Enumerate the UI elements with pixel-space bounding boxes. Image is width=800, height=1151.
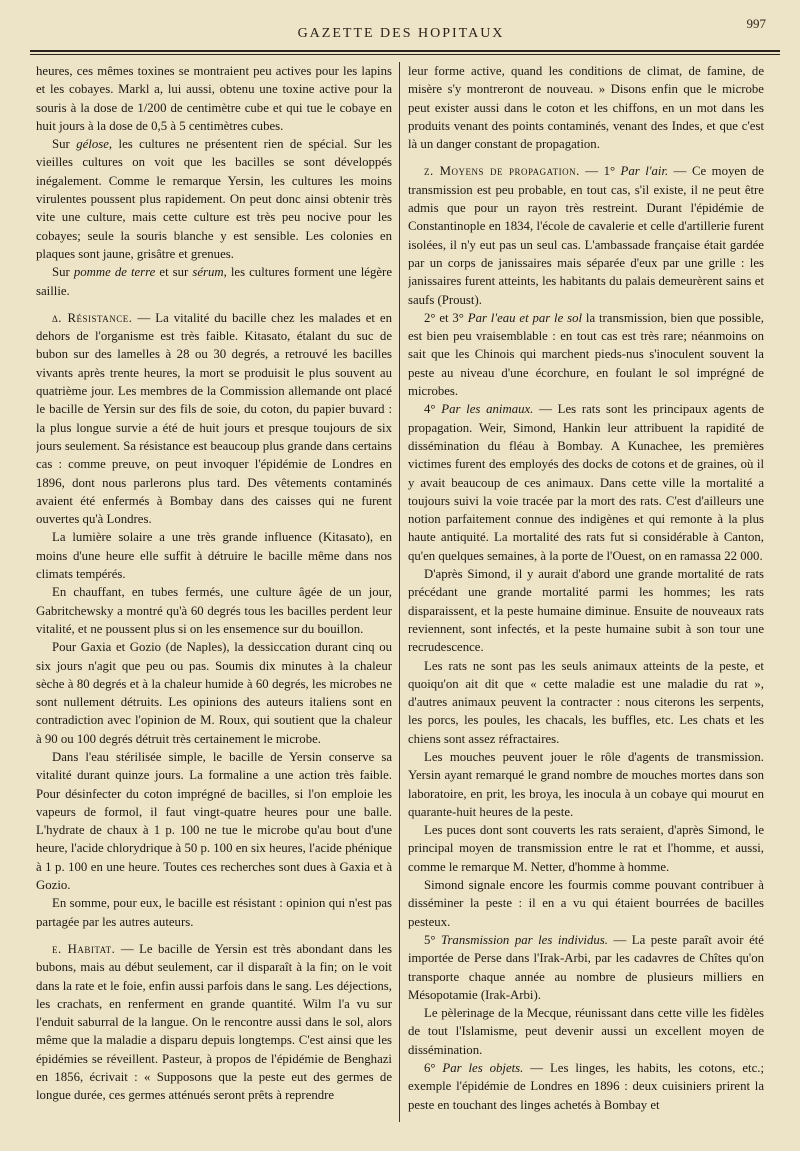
paragraph: Les puces dont sont couverts les rats seraient, d'après Simond, le principal moyen de transmission entre le rat et l'homme, et aussi, comme le remarque M. Netter, d'homme à homme. <box>408 823 764 874</box>
right-column <box>408 62 764 1132</box>
section-heading: δ. Résistance. <box>52 310 133 325</box>
italic-term: Par l'air. <box>620 164 669 179</box>
italic-term: sérum <box>192 265 224 280</box>
paragraph: La lumière solaire a une très grande influence (Kitasato), en moins d'une heure elle suffit à détruire le bacille même dans nos climats tempérés. <box>36 530 392 582</box>
page-number: 997 <box>746 16 766 31</box>
italic-term: Par les animaux. <box>441 402 534 417</box>
header-rule-thin <box>30 54 780 55</box>
paragraph <box>408 309 764 400</box>
paragraph: Le pèlerinage de la Mecque, réunissant dans cette ville les fidèles de tout l'Islamisme, peut devenir aussi un excellent moyen de dissémination. <box>408 1006 764 1057</box>
text-run: — La peste paraît avoir été importée de Perse dans l'Irak-Arbi, par les cadavres de Chîtes qu'on transporte chaque année au nombre de plusieurs milliers en Mésopotamie (Irak-Arbi). <box>408 932 764 1002</box>
text-run: 6° <box>424 1061 443 1076</box>
text-run: Sur <box>52 265 74 280</box>
column-divider <box>399 62 400 1122</box>
text-run: et sur <box>155 265 193 280</box>
journal-title: GAZETTE DES HOPITAUX <box>297 26 505 41</box>
paragraph <box>408 931 764 1004</box>
paragraph: Simond signale encore les fourmis comme pouvant contribuer à disséminer la peste : il en a vu qui étaient bourrées de bacilles pesteux. <box>408 878 764 929</box>
paragraph <box>408 400 764 565</box>
text-run: — Les rats sont les principaux agents de propagation. Weir, Simond, Hankin leur attribuent la rapidité de dissémination du fléau à Bombay. A Kunachee, les premières victimes furent des employés des docks de cotons et de graines, où il y avait beaucoup de ces animaux. Dans cette ville la mortalité a toujours suivi la voie tracée par la mort des rats. C'est d'ailleurs une notion parfaitement connue des indigènes et qui remonte à la plus haute antiquité. La mortalité des rats fut si considérable à Canton, qu'en quelques semaines, à la porte de l'Ouest, on en ramassa 22 000. <box>408 402 764 563</box>
paragraph: Les mouches peuvent jouer le rôle d'agents de transmission. Yersin ayant remarqué le grand nombre de mouches mortes dans son laboratoire, en prit, les broya, les inocula à un cobaye qui mourut en quarante-huit heures de la peste. <box>408 749 764 819</box>
text-run: Sur <box>52 137 77 152</box>
text-run: — Les linges, les habits, les cotons, etc.; exemple l'épidémie de Londres en 1896 : deux cuisiniers prirent la peste en touchant des linges achetés à Bombay et <box>408 1061 764 1112</box>
text-run: — Ce moyen de transmission est peu probable, en tout cas, s'il existe, il ne peut être admis que pour un rayon très restreint. Durant l'épidémie de Constantinople en 1834, l'école de cavalerie et celle d'artillerie furent isolées, il n'y eut pas un seul cas. L'ambassade française était gardée par un corps de janissaires mais séparée d'eux par une grille : les janissaires furent atteints, les habitants du palais demeurèrent sains et saufs (Proust). <box>408 164 764 307</box>
text-run: la transmission, bien que possible, est bien peu vraisemblable : en tout cas est très rare; néanmoins on sait que les Chinois qui marchent pieds-nus s'inoculent souvent la peste au niveau d'une écorchure, en foulant le sol imprégné de microbes. <box>408 310 764 399</box>
paragraph: leur forme active, quand les conditions de climat, de famine, de misère s'y montreront de nouveau. » Disons enfin que le microbe peut exister aussi dans le coton et les chiffons, en un mot dans les produits venant des points contaminés, venant des Indes, et que c'est là un danger constant de propagation. <box>408 64 764 152</box>
italic-term: pomme de terre <box>73 265 156 280</box>
text-run: 4° <box>424 402 442 417</box>
section-habitat <box>36 940 392 1105</box>
text-run: — 1° <box>579 164 621 179</box>
paragraph <box>36 135 392 263</box>
left-column <box>36 62 392 1132</box>
paragraph <box>36 263 392 300</box>
paragraph: Les rats ne sont pas les seuls animaux atteints de la peste, et quoiqu'on ait dit que « cette maladie est une maladie du rat », d'autres animaux peuvent la contracter : nous citerons les serpents, les porcs, les poules, les chacals, les buffles, etc. Les chats et les chiens sont assez réfractaires. <box>408 658 764 746</box>
italic-term: Transmission par les individus. <box>441 932 608 947</box>
paragraph: Dans l'eau stérilisée simple, le bacille de Yersin conserve sa vitalité durant quinze jours. La formaline a une action très faible. Pour désinfecter du coton imprégné de bacilles, si l'on emploie les vapeurs de formol, il faut vingt-quatre heures pour une balle. L'hydrate de chaux à 1 p. 100 ne tue le microbe qu'au bout d'une heure, l'acide chlorydrique à 50 p. 100 en six heures, l'acide phénique à 1 p. 100 en une heure. Toutes ces recherches sont dues à Gaxia et à Gozio. <box>36 749 392 893</box>
paragraph: D'après Simond, il y aurait d'abord une grande mortalité de rats précédant une grande mortalité parmi les hommes; les rats disparaissent, et la peste humaine diminue. Ensuite de nouveaux rats reviennent, sont infectés, et la peste humaine subit à son tour une recrudescence. <box>408 567 764 655</box>
text-run: — Le bacille de Yersin est très abondant dans les bubons, mais au début seulement, car il disparaît à la fin; on le voit dans la rate et le foie, enfin aussi parfois dans le sang. Les déjections, les crachats, en renferment en grande quantité. Wilm l'a vu sur l'enduit saburral de la langue. On le rencontre aussi dans le sol, alors même que la maladie a disparu depuis longtemps. C'est ainsi que les épidémies se réveillent. Pasteur, à propos de l'épidémie de Benghazi en 1856, écrivait : « Supposons que la peste eut des germes de longue durée, ces germes atténués seront prêts à reprendre <box>36 941 392 1103</box>
text-run: — La vitalité du bacille chez les malades et en dehors de l'organisme est très faible. Kitasato, étalant du suc de bubon sur des lamelles à 28 ou 30 degrés, a retrouvé les bacilles vivants après trente heures, la mort se produisit le plus souvent au quatrième jour. Les membres de la Commission allemande ont placé le bacille de Yersin sur des fils de soie, du coton, du papier buvard : la plus longue survie a été de huit jours et presque toujours de six jours seulement. Sa résistance est beaucoup plus grande dans certains cas : comme preuve, on peut invoquer l'épidémie de Londres en 1896, dont nous parlerons plus tard. Des vêtements contaminés avaient été enfermés à Bombay dans des caisses qui ne furent ouvertes qu'à Londres. <box>36 310 392 527</box>
italic-term: Par l'eau et par le sol <box>467 310 583 325</box>
paragraph: Pour Gaxia et Gozio (de Naples), la dessiccation durant cinq ou six jours n'agit que peu ou pas. Soumis dix minutes à la chaleur sèche à 80 degrés et à la chaleur humide à 60 degrés, les microbes ne sont nullement détruits. Les opinions des auteurs italiens sont en contradiction avec l'opinion de M. Roux, qui soutient que la chaleur à 90 ou 100 degrés détruit très certainement le microbe. <box>36 640 392 746</box>
paragraph: heures, ces mêmes toxines se montraient peu actives pour les lapins et les cobayes. Markl a, lui aussi, obtenu une toxine active pour la souris à la dose de 1/200 de centimètre cube et qui tue le cobaye en huit jours à la dose de 0,5 à 5 centimètres cubes. <box>36 64 392 133</box>
paragraph: En somme, pour eux, le bacille est résistant : opinion qui n'est pas partagée par les autres auteurs. <box>36 896 392 929</box>
page-header <box>30 14 772 46</box>
section-heading: ε. Habitat. <box>52 941 116 956</box>
text-run: 5° <box>424 932 442 947</box>
italic-term: Par les objets. <box>442 1061 524 1076</box>
section-propagation <box>408 162 764 308</box>
paragraph <box>408 1059 764 1114</box>
section-resistance <box>36 309 392 529</box>
section-heading: ζ. Moyens de propagation. <box>424 164 580 179</box>
text-run: 2° et 3° <box>424 310 468 325</box>
header-rule-thick <box>30 50 780 52</box>
text-run: , les cultures ne présentent rien de spécial. Sur les vieilles cultures on voit que les bacilles se sont développés inégalement. Comme le remarque Yersin, les cultures les moins virulentes poussent plus rapidement. On peut donc ainsi obtenir très vite une culture, mais cette culture est très peu nocive pour les cobayes; seule la souris blanche y est sensible. Les colonies en plaques sont jaune, grisâtre et grenues. <box>36 137 392 261</box>
italic-term: gélose <box>76 137 109 152</box>
text-run: , les cultures forment une légère saillie. <box>36 265 392 298</box>
paragraph: En chauffant, en tubes fermés, une culture âgée de un jour, Gabritchewsky a montré qu'à 60 degrés tous les bacilles perdent leur vitalité, et ne poussent plus si on les ensemence sur du bouillon. <box>36 585 392 636</box>
text-columns <box>36 62 778 1132</box>
